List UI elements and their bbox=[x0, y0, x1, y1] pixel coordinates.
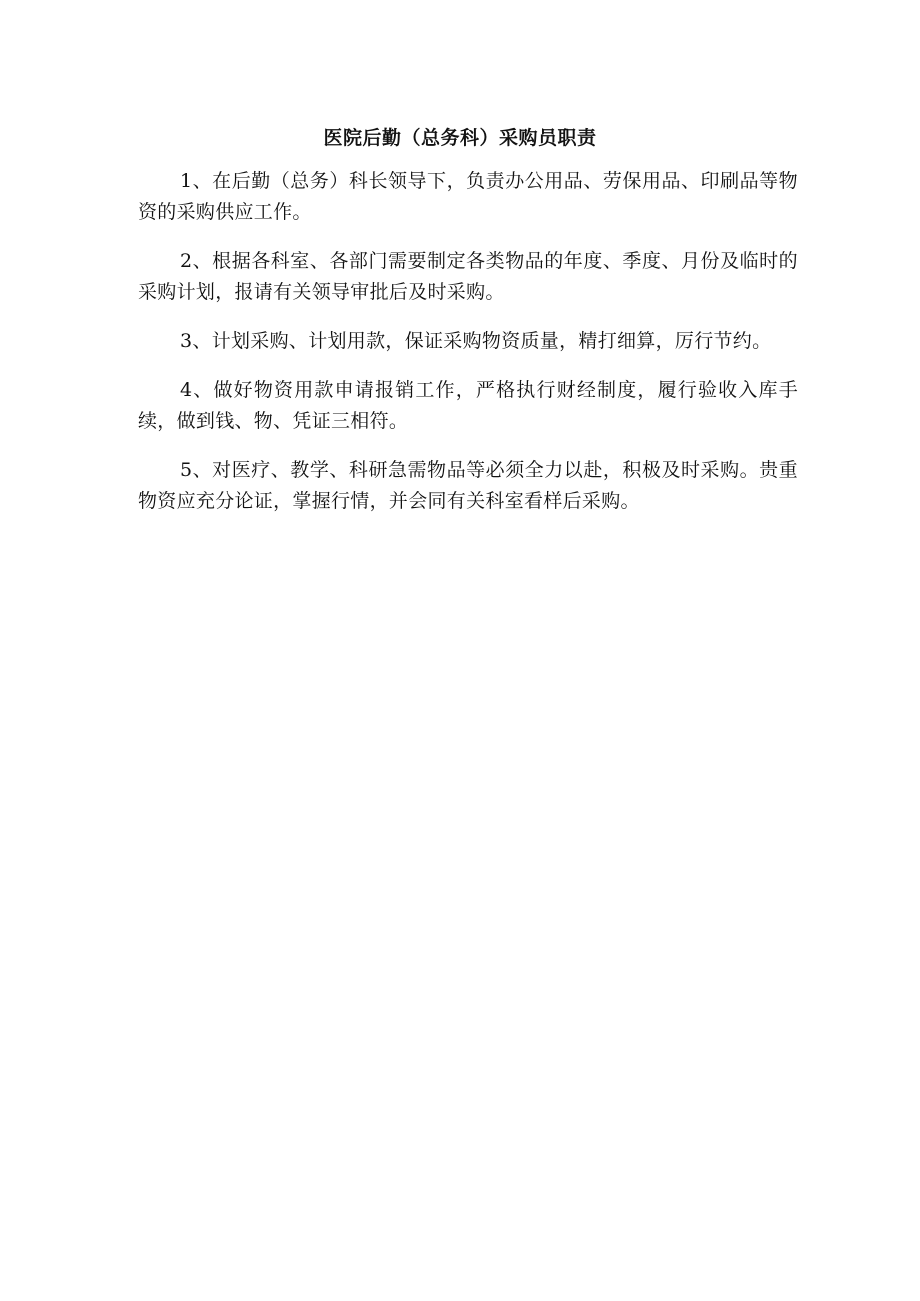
duty-paragraph-4: 4、做好物资用款申请报销工作，严格执行财经制度，履行验收入库手续，做到钱、物、凭证三相符。 bbox=[138, 379, 798, 432]
duty-paragraph-1: 1、在后勤（总务）科长领导下，负责办公用品、劳保用品、印刷品等物资的采购供应工作。 bbox=[138, 170, 798, 223]
duty-paragraph-2: 2、根据各科室、各部门需要制定各类物品的年度、季度、月份及临时的采购计划，报请有关领导审批后及时采购。 bbox=[138, 250, 798, 303]
document-title: 医院后勤（总务科）采购员职责 bbox=[323, 127, 597, 149]
duty-paragraph-3: 3、计划采购、计划用款，保证采购物资质量，精打细算，厉行节约。 bbox=[180, 330, 772, 352]
document-body bbox=[138, 166, 798, 535]
duty-paragraph-5: 5、对医疗、教学、科研急需物品等必须全力以赴，积极及时采购。贵重物资应充分论证，掌握行情，并会同有关科室看样后采购。 bbox=[138, 459, 798, 512]
